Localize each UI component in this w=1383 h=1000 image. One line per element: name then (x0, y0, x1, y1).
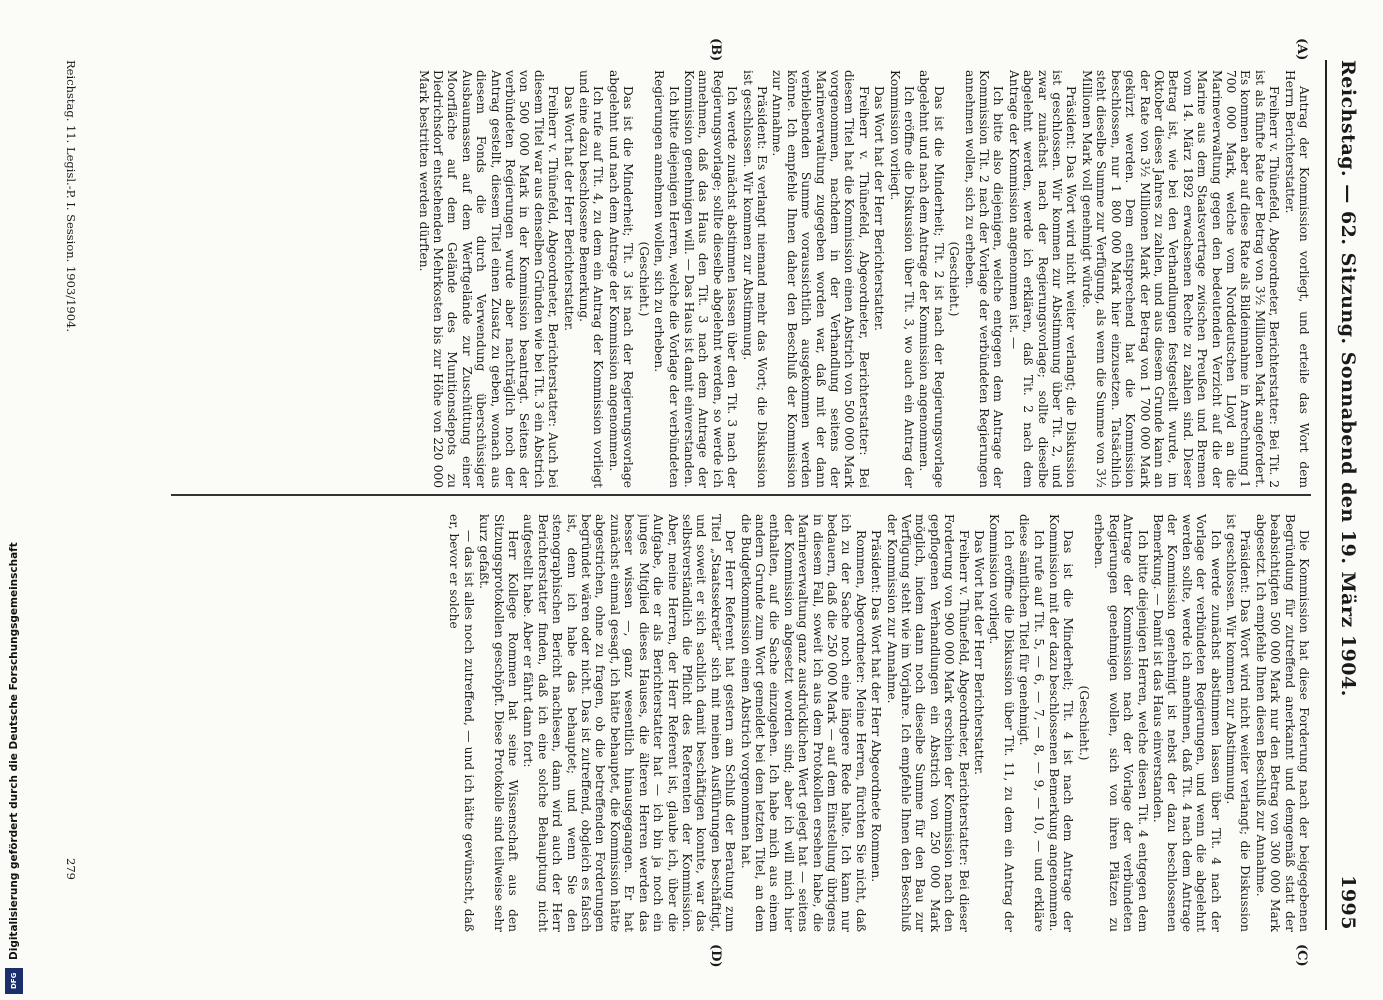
funding-note: Digitalisierung gefördert durch die Deutsche Forschungsgemeinschaft (8, 542, 20, 960)
paragraph: Der Herr Referent hat gestern am Schluß der Beratung zum Titel „Staatssekretär“ sich mit meinen Ausführungen beschäftigt, und soweit er sich sachlich damit beschäftigen konnte, war das selbstverständlich die Pflicht des Referenten der Kommission. Aber, meine Herren, der Herr Referent ist, glaube ich, über die Aufgabe, die er als Berichterstatter hat — ich bin ja noch ein junges Mitglied dieses Hauses, die älteren Herren werden das besser wissen —, ganz wesentlich hinausgegangen. Er hat zunächst einmal gesagt, ich hätte behauptet, die Kommission hätte abgestrichen, ohne zu fragen, ob die betreffenden Forderungen begründet wären oder nicht. Das ist zutreffend, obgleich es falsch ist, denn ich habe das behauptet; und wenn Sie den stenographischen Bericht nachlesen, dann wird auch der Herr Berichterstatter finden, daß ich eine solche Behauptung nicht aufgestellt habe. Aber er fährt dann fort: (521, 514, 738, 932)
paragraph: Freiherr v. Thünefeld, Abgeordneter, Berichterstatter: Bei Tit. 2 ist als fünfte Rate der Betrag von 3½ Millionen Mark angefordert. Es kommen aber auf diese Rate als Bildeinnahme in Anrechnung 1 700 000 Mark, welche vom Norddeutschen Lloyd an die Marineverwaltung gegen den bedeutenden Verzicht auf die der Marine aus dem Staatsvertrage zwischen Preußen und Bremen vom 14. März 1892 erwachsenen Rechte zu zahlen sind. Dieser Betrag ist, wie bei den Verhandlungen festgestellt wurde, im Oktober dieses Jahres zu zahlen, und aus diesem Grunde kann an der Rate von 3½ Millionen Mark der Betrag von 1 700 000 Mark gekürzt werden. Dem entsprechend hat die Kommission beschlossen, nur 1 800 000 Mark hier einzusetzen. Tatsächlich steht dieselbe Summe zur Verfügung, als wenn die Summe von 3½ Millionen Mark voll genehmigt würde. (1079, 70, 1282, 488)
paragraph: Präsident: Es verlangt niemand mehr das Wort; die Diskussion ist geschlossen. Wir kommen zur Abstimmung. (740, 70, 769, 488)
paragraph: Das ist die Minderheit; Tit. 4 ist nach dem Antrage der Kommission mit der dazu beschlossenen Bemerkung angenommen. (1047, 514, 1076, 932)
paragraph: Ich bitte also diejenigen, welche entgegen dem Antrage der Kommission Tit. 2 nach der Vorlage der verbündeten Regierungen annehmen wollen, sich zu erheben. (962, 70, 1006, 488)
paragraph: Ich bitte diejenigen Herren, welche diesen Tit. 4 entgegen dem Antrage der Kommission nach der Vorlage der verbündeten Regierungen genehmigen wollen, sich von ihren Plätzen zu erheben. (1092, 514, 1150, 932)
paragraph: Rommen, Abgeordneter: Meine Herren, fürchten Sie nicht, daß ich zu der Sache noch eine längere Rede halte. Ich kann nur bedauern, daß die 250 000 Mark — auf dem Einstellung übrigens in diesem Fall, soweit ich aus dem Protokollen ersehen habe, die Marineverwaltung ganz ausdrücklichen Wert gelegt hat — seitens der Kommission abgesetzt worden sind; aber ich will mich hier enthalten, auf die Sache einzugehen. Ich habe mich aus einem andern Grunde zum Wort gemeldet bei dem letzten Titel, an dem die Budgetkommission einen Abstrich vorgenommen hat. (738, 514, 868, 932)
header-rule (1325, 60, 1327, 930)
paragraph: Ich eröffne die Diskussion über Tit. 11, zu dem ein Antrag der Kommission vorliegt. (987, 514, 1016, 932)
margin-marker-c: (C) (1294, 944, 1309, 967)
paragraph: Das ist die Minderheit; Tit. 2 ist nach der Regierungsvorlage abgelehnt und nach dem Antrage der Kommission angenommen. (917, 70, 946, 488)
stage-direction: (Geschieht.) (636, 241, 651, 317)
paragraph: Ich bitte diejenigen Herren, welche die Vorlage der verbündeten Regierungen annehmen wollen, sich zu erheben. (652, 70, 681, 488)
dfg-sidebar (0, 0, 30, 1000)
paragraph: Das Wort hat der Herr Berichterstatter. (561, 86, 576, 332)
paragraph: Antrag der Kommission vorliegt, und erteile das Wort dem Herrn Berichterstatter. (1282, 70, 1311, 488)
paragraph: Ich rufe auf Tit. 4, zu dem ein Antrag der Kommission vorliegt und eine dazu beschlossene Bemerkung. (577, 70, 606, 488)
running-head: Reichstag. — 62. Sitzung. Sonnabend den 19. März 1904. (1337, 60, 1359, 697)
paragraph: Präsident: Das Wort hat der Herr Abgeordnete Rommen. (869, 530, 884, 883)
margin-marker-a: (A) (1294, 38, 1309, 61)
column-divider (171, 494, 1311, 496)
paragraph: Freiherr v. Thünefeld, Abgeordneter, Berichterstatter: Auch bei diesem Titel war aus denselben Gründen wie bei Tit. 3 ein Abstrich von 500 000 Mark in der Kommission beantragt. Seitens der verbündeten Regierungen wurde aber nachträglich noch der Antrag gestellt, diesem Titel einen Zusatz zu geben, wonach aus diesem Fonds die durch Verwendung überschüssiger Ausbaumassen auf dem Werftgelände zur Zuschüttung einer Moorfläche auf dem Gelände des Munitionsdepots zu Diedrichsdorf entstehenden Mehrkosten bis zur Höhe von 220 000 Mark bestritten werden dürften. (416, 70, 561, 488)
paragraph: Präsident: Das Wort wird nicht weiter verlangt; die Diskussion ist geschlossen. Wir kommen zur Abstimmung über Tit. 2, und zwar zunächst nach der Regierungsvorlage; sollte dieselbe abgelehnt werden, werde ich erklären, daß Tit. 2 nach dem Antrage der Kommission angenommen ist. — (1006, 70, 1079, 488)
paragraph: Das ist die Minderheit; Tit. 3 ist nach der Regierungsvorlage abgelehnt und nach dem Antrage der Kommission angenommen. (606, 70, 636, 488)
margin-marker-d: (D) (708, 944, 723, 968)
paragraph: Ich eröffne die Diskussion über Tit. 3, wo auch ein Antrag der Kommission vorliegt. (887, 70, 917, 488)
text-column-left (131, 70, 1311, 488)
paragraph: — das ist alles noch zutreffend, — und ich hätte gewünscht, daß er, bevor er solche (447, 514, 476, 932)
paragraph: Die Kommission hat diese Forderung nach der beigegebenen Begründung für zutreffend anerkannt und demgemäß statt der beabsichtigten 500 000 Mark nur den Betrag von 300 000 Mark abgesetzt. Ich empfehle Ihnen diesen Beschluß zur Annahme. (1253, 514, 1311, 932)
paragraph: Freiherr v. Thünefeld, Abgeordneter, Berichterstatter: Bei diesem Titel hat die Kommission einen Abstrich von 500 000 Mark vorgenommen, nachdem in der Verhandlung seitens der Marineverwaltung zugegeben worden war, daß mit der dann verbleibenden Summe voraussichtlich ausgekommen werden könne. Ich empfehle Ihnen daher den Beschluß der Kommission zur Annahme. (770, 70, 871, 488)
footer-page-number: 279 (64, 858, 78, 880)
footer-session: Reichstag. 11. Legisl.-P. I. Session. 1903/1904. (64, 60, 78, 333)
stage-direction: (Geschieht.) (1076, 685, 1091, 761)
quotation: Herr Kollege Rommen hat seine Wissenschaft aus den Sitzungsprotokollen geschöpft. Diese Protokolle sind teilweise sehr kurz gefaßt. (477, 514, 521, 932)
paragraph: Freiherr v. Thünefeld, Abgeordneter, Berichterstatter: Bei dieser Forderung von 900 000 Mark erschien der Kommission nach den gepflogenen Verhandlungen ein Abstrich von 250 000 Mark möglich, indem dann noch dieselbe Summe für den Bau zur Verfügung steht wie im Vorjahre. Ich empfehle Ihnen den Beschluß der Kommission zur Annahme. (884, 514, 971, 932)
paragraph: Ich rufe auf Tit. 5, — 6, — 7, — 8, — 9, — 10, — und erkläre diese sämtlichen Titel für genehmigt. (1017, 514, 1046, 932)
paragraph: Das Wort hat der Herr Berichterstatter. (872, 86, 887, 332)
paragraph: Ich werde zunächst abstimmen lassen über den Tit. 3 nach der Regierungsvorlage; sollte dieselbe abgelehnt werden, so werde ich annehmen, daß das Haus den Tit. 3 nach dem Antrage der Kommission genehmigen will. — Das Haus ist damit einverstanden. (681, 70, 740, 488)
paragraph: Das Wort hat der Herr Berichterstatter. (972, 530, 987, 776)
stage-direction: (Geschieht.) (947, 241, 962, 317)
page-number: 1995 (1337, 875, 1359, 930)
margin-marker-b: (B) (708, 38, 723, 62)
paragraph: Ich werde zunächst abstimmen lassen über Tit. 4 nach der Vorlage der verbündeten Regierungen, und wenn die abgelehnt werden sollte, werde ich annehmen, daß Tit. 4 nach dem Antrage der Kommission genehmigt ist nebst der dazu beschlossenen Bemerkung. — Damit ist das Haus einverstanden. (1150, 514, 1223, 932)
text-column-right (131, 514, 1311, 932)
page-header (1325, 60, 1365, 930)
dfg-logo-icon: DFG (5, 968, 23, 994)
paragraph: Präsident: Das Wort wird nicht weiter verlangt; die Diskussion ist geschlossen. Wir kommen zur Abstimmung. (1223, 514, 1253, 932)
